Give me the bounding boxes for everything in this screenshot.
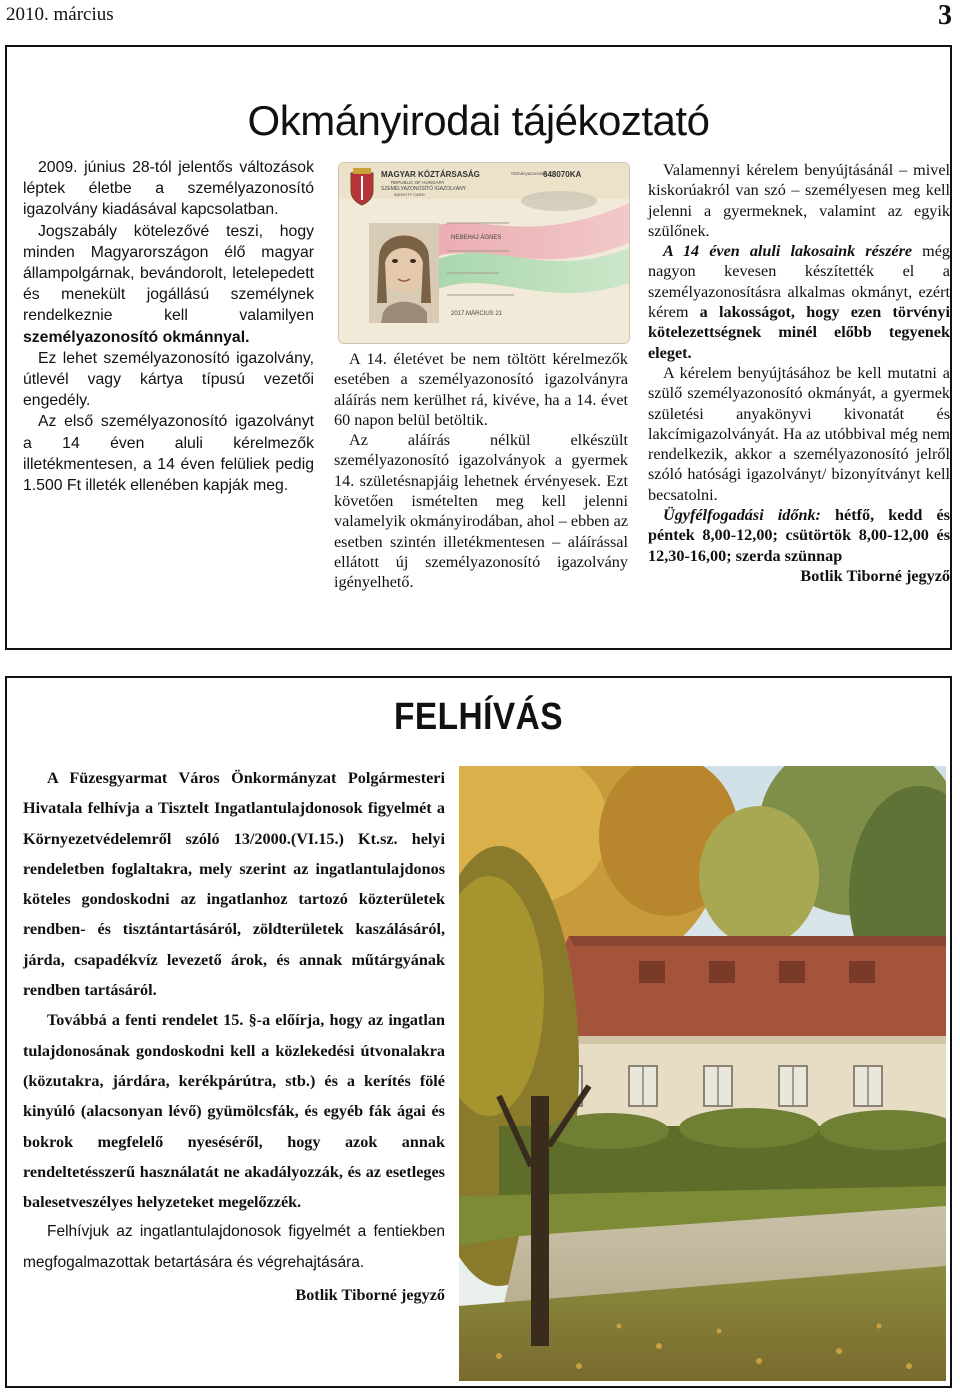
column-1 <box>23 157 314 496</box>
paragraph: 2009. június 28-tól jelentős változások léptek életbe a személyazonosító igazolvány kiadásával kapcsolatban. <box>23 159 314 219</box>
issue-date: 2010. március <box>6 4 114 25</box>
paragraph: Jogszabály kötelezővé teszi, hogy minden Magyarországon élő magyar állampolgárnak, bevándorolt, letelepedett és menekült jogállású személynek rendelkeznie kell valamilyen személyazonosító okmánnyal. <box>23 222 314 346</box>
paragraph: Ez lehet személyazonosító igazolvány, útlevél vagy kártya típusú vezetői engedély. <box>23 349 314 410</box>
signature: Botlik Tiborné jegyző <box>800 566 950 585</box>
card-header-text: SZEMÉLYAZONOSÍTÓ IGAZOLVÁNY <box>381 186 467 192</box>
notice-text <box>23 763 445 1310</box>
paragraph: A 14. életévet be nem töltött kérelmezők esetében a személyazonosító igazolványra aláírás nem kerülhet rá, kivéve, ha a 14. évet 60 napon belül betöltik. <box>334 350 628 429</box>
card-header-text: REPUBLIC OF HUNGARY <box>391 180 445 185</box>
card-header-text: MAGYAR KÖZTÁRSASÁG <box>381 170 480 179</box>
paragraph: A Füzesgyarmat Város Önkormányzat Polgármesteri Hivatala felhívja a Tisztelt Ingatlantulajdonosok figyelmét a Környezetvédelemről szóló 13/2000.(VI.15.) Kt.sz. helyi rendeletben foglaltakra, mely szerint az ingatlantulajdonos köteles gondoskodni az ingatlanhoz tartozó közterületek rendben- és tisztántartásáról, zöldterületek kaszálásáról, járda, csapadékvíz levezető árok, és annak műtárgyának rendben tartásáról. <box>23 769 445 1000</box>
card-doc-label: Okmányazonosító <box>511 171 548 176</box>
article-felhivas <box>5 676 952 1388</box>
signature: Botlik Tiborné jegyző <box>295 1286 445 1305</box>
article-okmanyiroda <box>5 45 952 650</box>
paragraph: A kérelem benyújtásához be kell mutatni a szülő személyazonosító okmányát, a gyermek születési anyakönyvi kivonatát és lakcímigazolványát. Ha az utóbbival még nem rendelkezik, akkor a személyazonosító jelről szóló hatósági igazolványt/ bizonyítványt kell becsatolni. <box>648 363 950 504</box>
card-expiry: 2017.MÁRCIUS 21 <box>451 311 503 317</box>
id-card-image <box>338 162 630 344</box>
paragraph: Valamennyi kérelem benyújtásánál – mivel kiskorúakról van szó – személyesen meg kell jelenni a gyermeknek, valamint az egyik szülőnek. <box>648 161 950 240</box>
house-photo <box>459 766 946 1381</box>
id-card-graphic <box>339 163 629 343</box>
paragraph: Ügyfélfogadási időnk: hétfő, kedd és péntek 8,00-12,00; csütörtök 8,00-12,00 és 12,30-16,00; szerda szünnap <box>648 506 950 565</box>
card-name: NEBEHAJ ÁGNES <box>451 235 502 241</box>
paragraph: Felhívjuk az ingatlantulajdonosok figyelmét a fentiekben megfogalmazottak betartására és végrehajtására. <box>23 1223 445 1271</box>
card-header-text: IDENTITY CARD <box>394 192 425 197</box>
paragraph: Továbbá a fenti rendelet 15. §-a előírja, hogy az ingatlan tulajdonosának gondoskodni kell a közlekedési útvonalakra (közutakra, járdára, kerékpárútra, stb.) és a kerítés fölé kinyúló (alacsonyan lévő) gyümölcsfák, és egyéb fák ágai és bokrok megfelelő nyeséséről, hogy azok annak rendeltetésszerű használatát ne akadályozzák, és az esetleges balesetveszélyes helyzeteket megelőzzék. <box>23 1011 445 1212</box>
paragraph: A 14 éven aluli lakosaink részére még nagyon kevesen készítették el a személyazonosításra alkalmas okmányt, ezért kérem a lakosságot, hogy ezen törvényi kötelezettségnek minél előbb tegyenek eleget. <box>648 242 951 362</box>
article-title: FELHÍVÁS <box>394 696 563 738</box>
paragraph: Az első személyazonosító igazolványt a 14 éven aluli kérelmezők illetékmentesen, a 14 éven felüliek pedig 1.500 Ft illeték ellenében kapják meg. <box>23 413 314 495</box>
column-3 <box>648 160 950 586</box>
page-number: 3 <box>938 0 952 31</box>
card-doc-number: 648070KA <box>543 170 582 179</box>
article-title: Okmányirodai tájékoztató <box>247 97 710 144</box>
column-2 <box>334 349 628 593</box>
paragraph: Az aláírás nélkül elkészült személyazonosító igazolványok a gyermek 14. születésnapjáig lehetnek érvényesek. Ezt követően ismételten meg kell jelenni valamelyik okmányirodában, ahol – ebben az esetben szintén illetékmentesen – aláírással ellátott új személyazonosító igazolvány igényelhető. <box>334 431 628 592</box>
